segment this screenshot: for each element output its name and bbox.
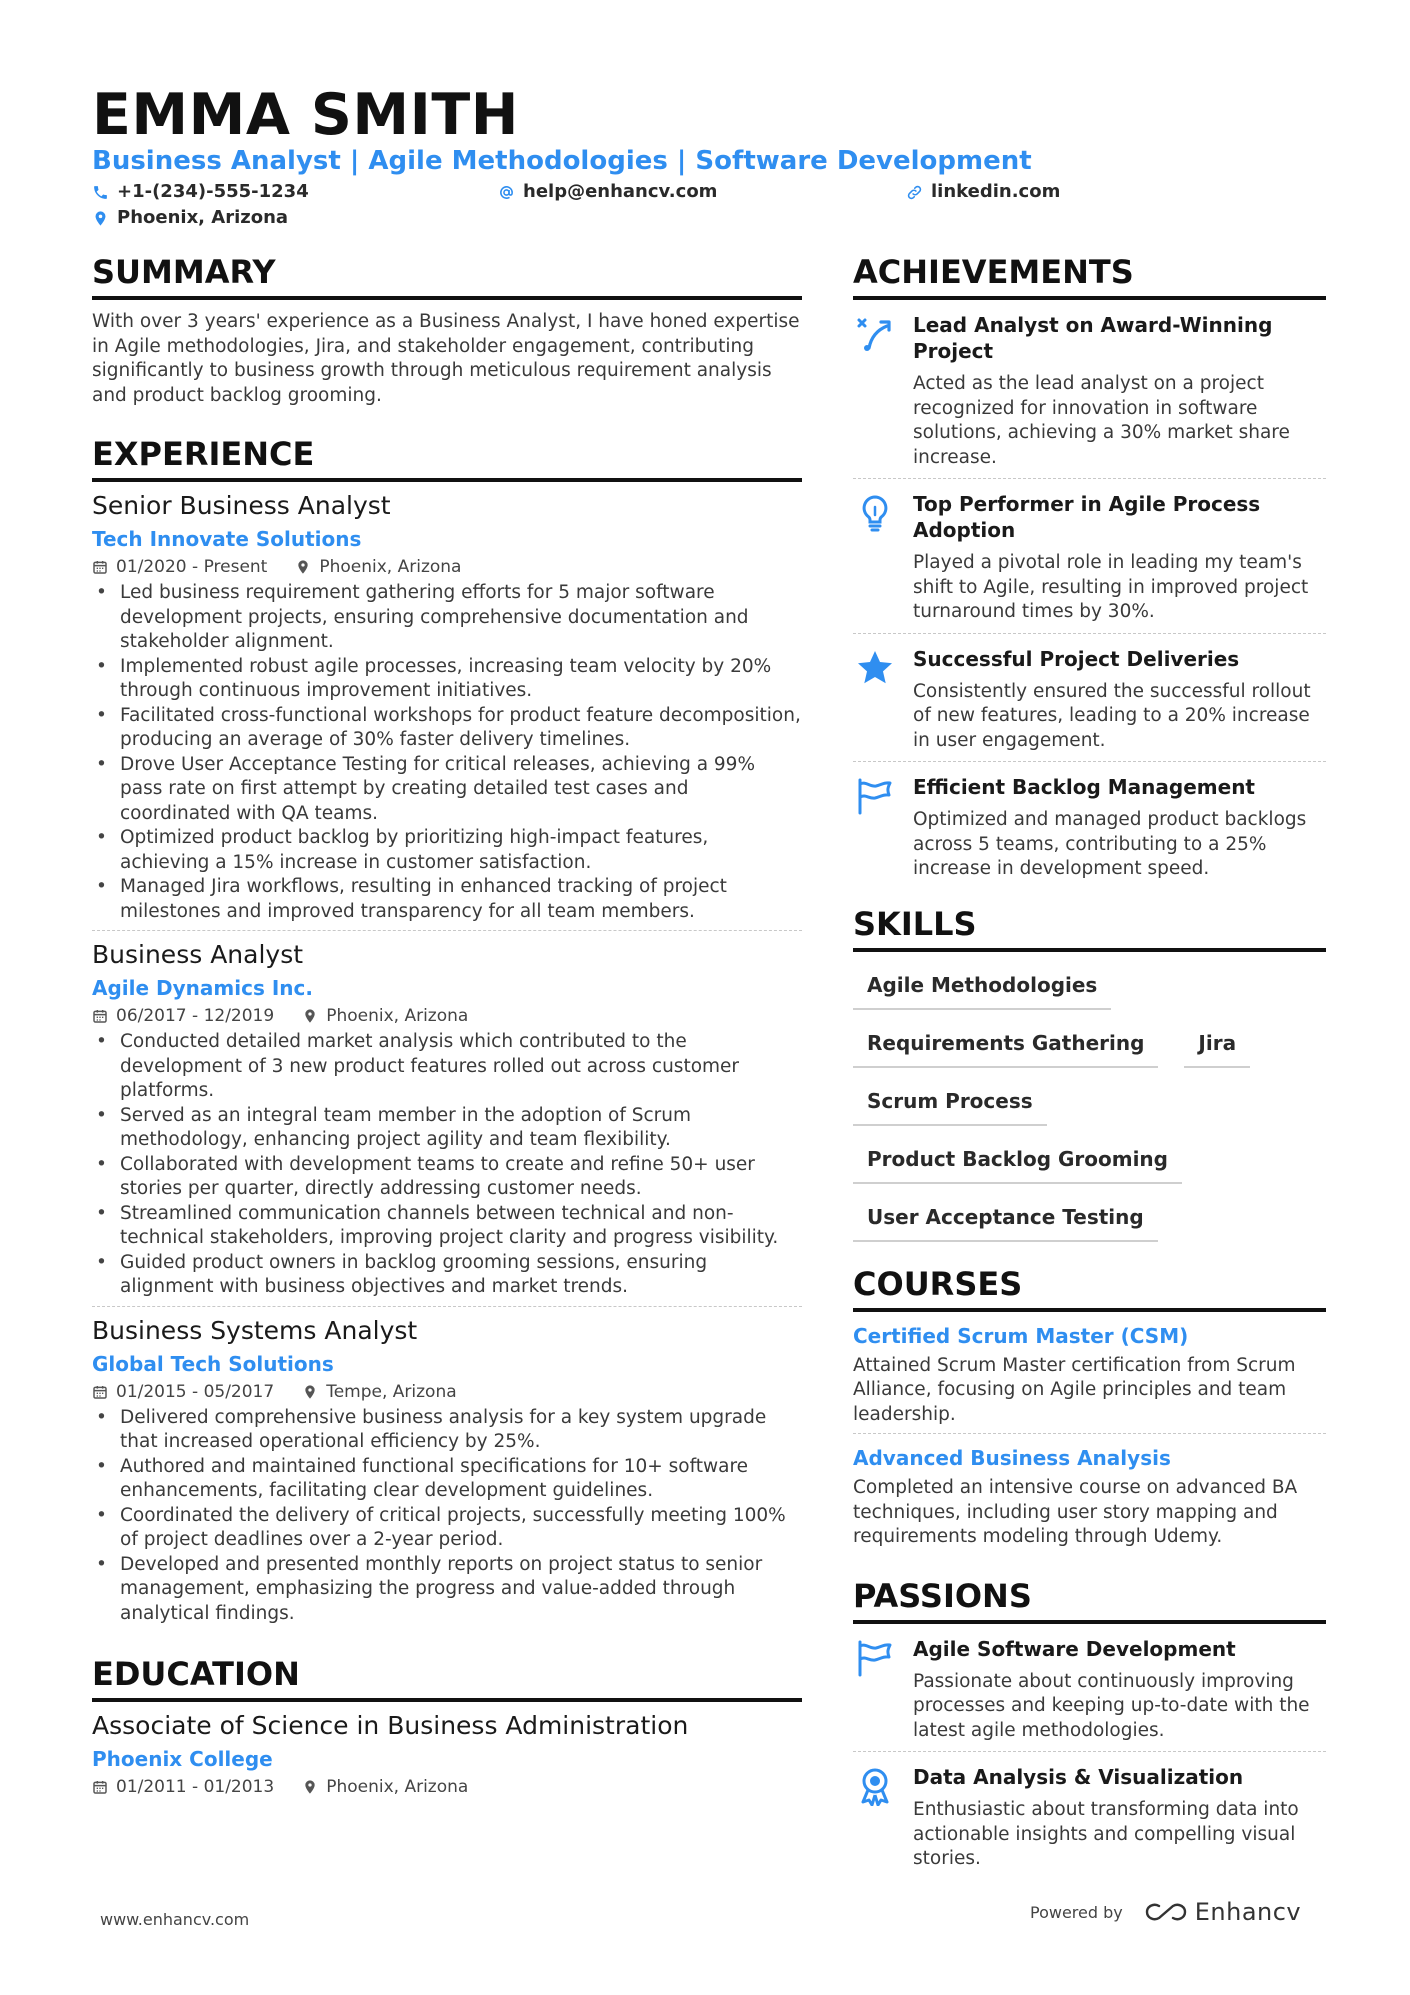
job-bullets [92, 581, 802, 924]
achievement-item [853, 479, 1326, 633]
flag-icon [855, 1638, 895, 1678]
passions-section [853, 1576, 1326, 1880]
summary-section [92, 252, 802, 408]
job-location-text: Phoenix, Arizona [326, 1006, 469, 1026]
strategy-arrow-icon [855, 314, 895, 354]
skills-list [853, 966, 1326, 1256]
calendar-icon [92, 1384, 108, 1400]
linkedin-text: linkedin.com [931, 181, 1061, 202]
star-icon [855, 648, 895, 688]
summary-text: With over 3 years' experience as a Business Analyst, I have honed expertise in Agile methodologies, Jira, and stakeholder engagement, contributing significantly to business growth through meticulous requirement analysis and product backlog grooming. [92, 311, 800, 406]
contact-location [92, 207, 288, 229]
passion-title: Data Analysis & Visualization [913, 1765, 1244, 1789]
email-text: help@enhancv.com [523, 181, 718, 202]
job-company: Agile Dynamics Inc. [92, 976, 313, 1000]
job-role: Business Systems Analyst [92, 1315, 418, 1345]
job-location-text: Tempe, Arizona [326, 1381, 457, 1402]
experience-section [92, 434, 802, 1626]
bullet-item: • Collaborated with development teams to create and refine 50+ user stories per quarter, directly addressing customer needs. [92, 1153, 802, 1202]
bullet-item: • Coordinated the delivery of critical projects, successfully meeting 100% of project deadlines over a 2-year period. [92, 1504, 802, 1553]
job-location [302, 1380, 456, 1404]
calendar-icon [92, 1779, 108, 1795]
entry-divider [92, 1306, 802, 1307]
course-text: Attained Scrum Master certification from Scrum Alliance, focusing on Agile principles and team leadership. [853, 1354, 1296, 1425]
job-meta [92, 1004, 802, 1028]
right-column [853, 252, 1326, 1880]
education-dates-text: 01/2011 - 01/2013 [116, 1777, 275, 1797]
bullet-item: • Developed and presented monthly reports on project status to senior management, emphasizing the progress and value-added through analytical findings. [92, 1553, 802, 1627]
candidate-title: Business Analyst | Agile Methodologies | Software Development [92, 146, 1032, 176]
skill-tag: Scrum Process [853, 1082, 1047, 1126]
powered-by-label: Powered by [1030, 1902, 1123, 1922]
enhancv-logo-icon [1143, 1900, 1189, 1924]
skills-heading: SKILLS [853, 904, 1326, 952]
experience-heading: EXPERIENCE [92, 434, 802, 482]
entry-divider [92, 930, 802, 931]
education-location [302, 1775, 468, 1799]
job-location [295, 555, 461, 579]
achievement-title: Lead Analyst on Award-Winning Project [913, 313, 1273, 363]
education-meta [92, 1775, 802, 1799]
job-dates [92, 1004, 274, 1028]
skill-tag: User Acceptance Testing [853, 1198, 1158, 1242]
contact-email[interactable] [498, 181, 717, 203]
bullet-item: • Drove User Acceptance Testing for critical releases, achieving a 99% pass rate on first attempt by creating detailed test cases and coordinated with QA teams. [92, 753, 802, 827]
location-pin-icon [295, 559, 311, 575]
achievements-section [853, 252, 1326, 890]
job-meta [92, 1380, 802, 1404]
experience-entry [92, 490, 802, 931]
lightbulb-icon [855, 493, 895, 533]
passion-text: Enthusiastic about transforming data into actionable insights and compelling visual stories. [913, 1799, 1299, 1869]
bullet-item: • Led business requirement gathering efforts for 5 major software development projects, ensuring comprehensive documentation and stakeholder alignment. [92, 581, 802, 655]
skills-section [853, 904, 1326, 1256]
education-section [92, 1654, 802, 1799]
link-icon [906, 184, 923, 201]
job-meta [92, 555, 802, 579]
location-pin-icon [302, 1779, 318, 1795]
experience-entry [92, 1315, 802, 1627]
contact-linkedin[interactable] [906, 181, 1060, 203]
left-column [92, 252, 802, 1799]
contact-phone[interactable] [92, 181, 309, 203]
job-bullets [92, 1406, 802, 1627]
passion-text: Passionate about continuously improving processes and keeping up-to-date with the latest agile methodologies. [913, 1670, 1310, 1741]
flag-icon [855, 776, 895, 816]
brand-name: Enhancv [1194, 1898, 1302, 1926]
location-pin-icon [92, 210, 109, 227]
achievement-text: Acted as the lead analyst on a project recognized for innovation in software solutions, achieving a 30% market share increase. [913, 373, 1290, 468]
job-dates [92, 555, 267, 579]
job-location [302, 1004, 468, 1028]
course-title: Certified Scrum Master (CSM) [853, 1323, 1189, 1348]
job-location-text: Phoenix, Arizona [319, 557, 462, 577]
entry-divider [853, 1433, 1326, 1434]
achievement-text: Played a pivotal role in leading my team's shift to Agile, resulting in improved project turnaround times by 30%. [913, 552, 1309, 622]
summary-heading: SUMMARY [92, 252, 802, 300]
bullet-item: • Managed Jira workflows, resulting in enhanced tracking of project milestones and improved transparency for all team members. [92, 875, 802, 924]
education-location-text: Phoenix, Arizona [326, 1777, 469, 1797]
bullet-item: • Facilitated cross-functional workshops for product feature decomposition, producing an average of 30% faster delivery timelines. [92, 704, 802, 753]
achievement-item [853, 300, 1326, 478]
education-school: Phoenix College [92, 1747, 273, 1771]
bullet-item: • Served as an integral team member in the adoption of Scrum methodology, enhancing project agility and team flexibility. [92, 1104, 802, 1153]
location-pin-icon [302, 1384, 318, 1400]
education-degree: Associate of Science in Business Administration [92, 1711, 689, 1740]
bullet-item: • Conducted detailed market analysis which contributed to the development of 3 new product features rolled out across customer platforms. [92, 1030, 802, 1104]
achievements-heading: ACHIEVEMENTS [853, 252, 1326, 300]
job-company: Tech Innovate Solutions [92, 527, 362, 551]
bullet-item: • Guided product owners in backlog grooming sessions, ensuring alignment with business objectives and market trends. [92, 1251, 802, 1300]
achievement-title: Efficient Backlog Management [913, 775, 1255, 799]
location-pin-icon [302, 1008, 318, 1024]
achievement-item [853, 762, 1326, 890]
education-heading: EDUCATION [92, 1654, 802, 1702]
achievement-item [853, 634, 1326, 762]
candidate-name: EMMA SMITH [92, 82, 519, 148]
passions-heading: PASSIONS [853, 1576, 1326, 1624]
achievement-text: Optimized and managed product backlogs across 5 teams, contributing to a 25% increase in development speed. [913, 809, 1307, 879]
job-dates-text: 01/2015 - 05/2017 [116, 1381, 275, 1402]
phone-text: +1-(234)-555-1234 [117, 181, 309, 202]
job-bullets [92, 1030, 802, 1300]
award-ribbon-icon [855, 1766, 895, 1806]
bullet-item: • Implemented robust agile processes, increasing team velocity by 20% through continuous improvement initiatives. [92, 655, 802, 704]
bullet-item: • Delivered comprehensive business analysis for a key system upgrade that increased operational efficiency by 25%. [92, 1406, 802, 1455]
courses-heading: COURSES [853, 1264, 1326, 1312]
experience-entry [92, 939, 802, 1307]
achievement-title: Successful Project Deliveries [913, 646, 1240, 671]
courses-section [853, 1264, 1326, 1550]
footer-branding [1030, 1898, 1301, 1926]
location-text: Phoenix, Arizona [117, 207, 289, 228]
calendar-icon [92, 1008, 108, 1024]
skill-tag: Jira [1184, 1024, 1250, 1068]
skill-tag: Agile Methodologies [853, 966, 1111, 1010]
passion-item [853, 1752, 1326, 1880]
phone-icon [92, 184, 109, 201]
bullet-item: • Streamlined communication channels between technical and non-technical stakeholders, improving project clarity and progress visibility. [92, 1202, 802, 1251]
course-title: Advanced Business Analysis [853, 1446, 1171, 1470]
at-icon [498, 184, 515, 201]
job-dates [92, 1380, 274, 1404]
job-dates-text: 06/2017 - 12/2019 [116, 1006, 275, 1026]
job-role: Business Analyst [92, 940, 304, 969]
achievement-text: Consistently ensured the successful rollout of new features, leading to a 20% increase in user engagement. [913, 680, 1311, 751]
footer-website[interactable]: www.enhancv.com [100, 1910, 250, 1929]
passion-item [853, 1624, 1326, 1752]
bullet-item: • Authored and maintained functional specifications for 10+ software enhancements, facilitating clear development guidelines. [92, 1455, 802, 1504]
skill-tag: Requirements Gathering [853, 1024, 1158, 1068]
brand-logo[interactable] [1143, 1898, 1301, 1926]
job-dates-text: 01/2020 - Present [116, 557, 268, 577]
skill-tag: Product Backlog Grooming [853, 1140, 1182, 1184]
job-role: Senior Business Analyst [92, 491, 391, 520]
bullet-item: • Optimized product backlog by prioritizing high-impact features, achieving a 15% increase in customer satisfaction. [92, 826, 802, 875]
achievement-title: Top Performer in Agile Process Adoption [913, 492, 1261, 542]
calendar-icon [92, 559, 108, 575]
course-text: Completed an intensive course on advanced BA techniques, including user story mapping and requirements modeling through Udemy. [853, 1477, 1298, 1547]
education-dates [92, 1775, 274, 1799]
job-company: Global Tech Solutions [92, 1351, 334, 1376]
passion-title: Agile Software Development [913, 1636, 1236, 1661]
